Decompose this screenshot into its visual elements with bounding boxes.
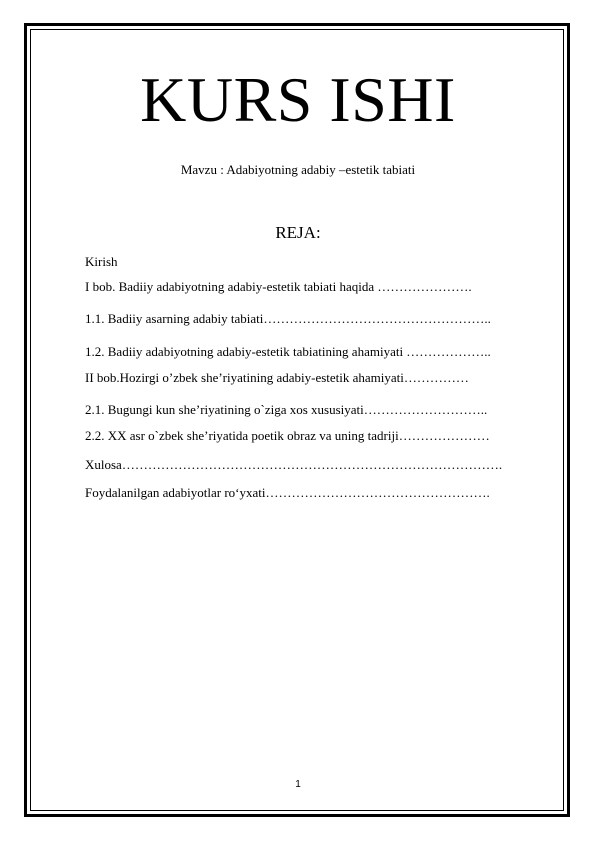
page-number: 1 [295,779,301,790]
document-title: KURS ISHI [140,64,456,135]
subject-line: Mavzu : Adabiyotning adabiy –estetik tabiati [180,162,416,177]
toc-item-section-1-1: 1.1. Badiiy asarning adabiy tabiati…………………………………………….. [85,311,491,326]
toc-item-conclusion: Xulosa……………………………………………………………………………. [85,457,503,472]
page-border-inner [30,29,564,811]
toc-item-section-1-2: 1.2. Badiiy adabiyotning adabiy-estetik tabiatining ahamiyati ……………….. [85,344,491,359]
plan-heading: REJA: [275,223,321,242]
toc-item-chapter-2: II bob.Hozirgi o’zbek she’riyatining adabiy-estetik ahamiyati…………… [85,370,469,385]
toc-item-introduction: Kirish [85,254,118,269]
toc-item-section-2-2: 2.2. XX asr o`zbek she’riyatida poetik obraz va uning tadriji………………… [85,428,490,443]
toc-item-references: Foydalanilgan adabiyotlar ro‘yxati……………………………………………. [85,485,490,500]
toc-item-chapter-1: I bob. Badiiy adabiyotning adabiy-estetik tabiati haqida …………………. [85,279,472,294]
toc-item-section-2-1: 2.1. Bugungi kun she’riyatining o`ziga xos xususiyati……………………….. [85,402,488,417]
